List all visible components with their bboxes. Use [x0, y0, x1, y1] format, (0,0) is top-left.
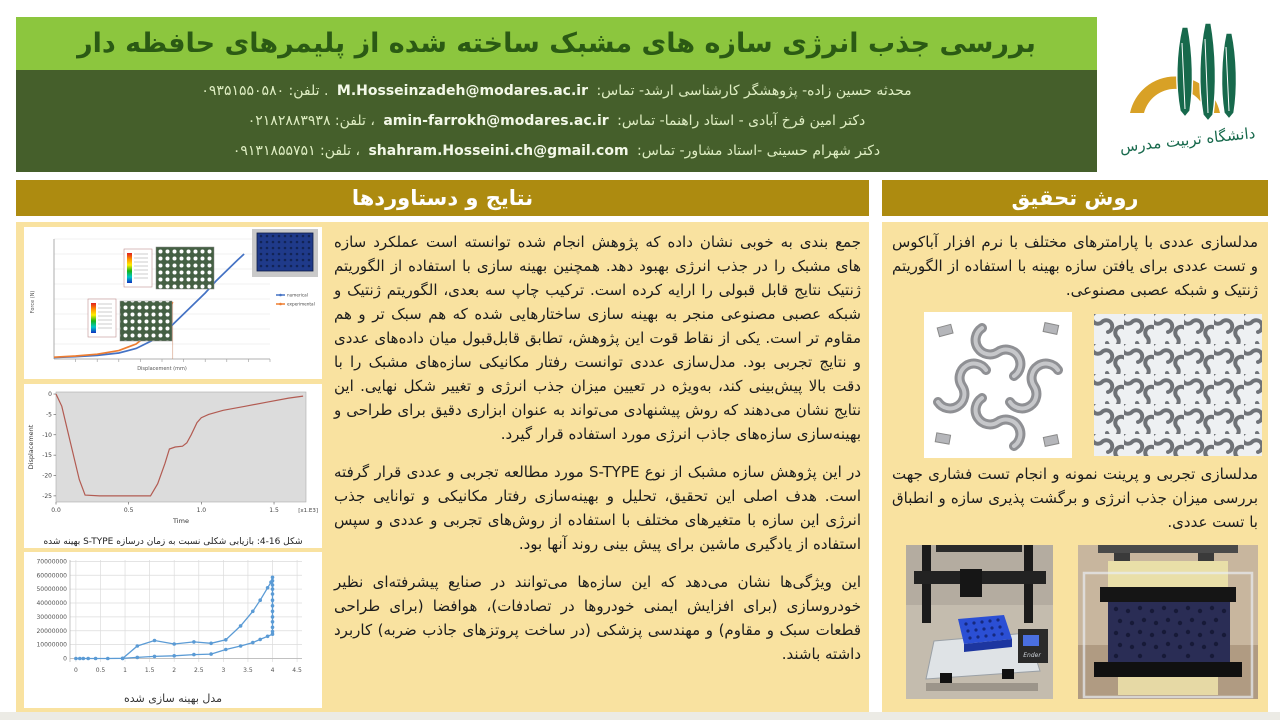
svg-text:1.0: 1.0: [196, 507, 207, 514]
svg-text:Displacement (mm): Displacement (mm): [137, 366, 187, 372]
author-1-phone: . تلفن: ۰۹۳۵۱۵۵۰۵۸۰: [201, 83, 329, 99]
method-heading: روش تحقیق: [1011, 186, 1139, 210]
results-paragraph-3: این ویژگی‌ها نشان می‌دهد که این سازه‌ها می‌توانند در صنایع پیشرفته‌ای نظیر خودروسازی (برای افزایش ایمنی خودروها در تصادفات)، هوافضا (برای طراحی قطعات سبک و مقاوم) و مهندسی پزشکی (در ساخت پروتزهای جاذب ضربه) کاربرد داشته باشند.: [334, 573, 861, 663]
results-paragraph-2: در این پژوهش سازه مشبک از نوع S-TYPE مورد مطالعه تجربی و عددی قرار گرفته است. هدف اصلی این تحقیق، تحلیل و بهینه‌سازی رفتار مکانیکی و توانایی جذب انرژی این سازه با متغیرهای مختلف با استفاده از روش‌های تجربی و عددی و سپس استفاده از یادگیری ماشین برای پیش بینی روند آنها بود.: [334, 463, 861, 553]
printed-sample-photo-inset: [252, 229, 318, 277]
author-line-3: [16, 143, 1097, 159]
svg-text:0: 0: [73, 667, 78, 674]
author-line-2: [16, 113, 1097, 129]
results-heading: نتایج و دستاوردها: [351, 186, 534, 210]
svg-text:-5: -5: [46, 411, 52, 419]
shape-recovery-chart: [24, 384, 322, 530]
lattice-specimen-icon: [1108, 602, 1230, 662]
printer-photo: [906, 545, 1053, 699]
optimization-scatter-chart: [24, 552, 322, 686]
svg-text:1: 1: [123, 667, 127, 674]
svg-text:0.5: 0.5: [123, 507, 134, 514]
results-panel: [16, 222, 869, 712]
author-2-text: دکتر امین فرخ آبادی - استاد راهنما- تماس:: [617, 113, 866, 129]
svg-text:0: 0: [48, 391, 52, 399]
method-paragraph-1-text: مدلسازی عددی با پارامترهای مختلف با نرم افزار آباکوس و تست عددی برای یافتن سازه بهینه با استفاده از الگوریتم ژنتیک و شبکه عصبی مصنوعی.: [892, 233, 1258, 299]
svg-text:20000000: 20000000: [36, 627, 67, 635]
logo-cypress-trees-icon: [1177, 23, 1237, 121]
lattice-unit-cell-image: [924, 312, 1072, 458]
shape-recovery-chart-box: [24, 384, 322, 548]
compression-test-photo: [1078, 545, 1258, 699]
author-2-email: amin-farrokh@modares.ac.ir: [383, 113, 609, 129]
fem-contour-inset-2: [88, 299, 172, 341]
svg-text:0: 0: [63, 655, 67, 663]
author-line-1: [16, 83, 1097, 99]
author-3-phone: ، تلفن: ۰۹۱۳۱۸۵۵۷۵۱: [232, 143, 360, 159]
author-3-email: shahram.Hosseini.ch@gmail.com: [368, 143, 629, 159]
svg-text:50000000: 50000000: [36, 586, 67, 594]
results-paragraph-1: جمع بندی به خوبی نشان داده که پژوهش انجام شده توانسته است عملکرد سازه های مشبک را در جذب انرژی بهبود دهد. همچنین بهینه سازی با استفاده از الگوریتم ژنتیک نتایج قابل قبولی را ارایه کرده است. ترکیب چاپ سه بعدی، الگوریتم ژنتیک و شبکه عصبی مصنوعی منجر به بهینه سازی ساختارهایی شده که هم سبک تر و هم مقاوم تر است. یکی از نقاط قوت این پژوهش، تطابق قابل‌قبول میان داده‌های عددی و نتایج تجربی بود. مدل‌سازی عددی توانست رفتار مکانیکی سازه‌های مشبک را با دقت بالا پیش‌بینی کند، به‌ویژه در تعیین میزان جذب انرژی و تغییر شکل نهایی. این نتایج نشان می‌دهند که روش پیشنهادی می‌تواند به عنوان ابزاری دقیق برای طراحی و بهینه‌سازی سازه‌های جاذب انرژی مورد استفاده قرار گیرد.: [334, 233, 861, 443]
svg-text:experimental: experimental: [287, 301, 315, 307]
method-paragraph-2-text: مدلسازی تجربی و پرینت نمونه و انجام تست فشاری جهت بررسی میزان جذب انرژی و برگشت پذیری سازه و انطباق با تست عددی.: [892, 465, 1258, 531]
method-heading-bar: [882, 180, 1268, 216]
results-text-column: [334, 230, 861, 680]
svg-text:0.5: 0.5: [95, 667, 106, 674]
svg-text:Force (N): Force (N): [30, 290, 36, 314]
svg-text:70000000: 70000000: [36, 558, 67, 566]
svg-text:4.5: 4.5: [292, 667, 302, 674]
abaqus-colorbar-icon: [127, 253, 132, 283]
printer-brand-label: Ender: [1023, 652, 1041, 659]
bottom-platen-icon: [1094, 662, 1242, 677]
foam-block-bottom-icon: [1118, 677, 1218, 695]
svg-text:Time: Time: [173, 517, 189, 525]
column-divider: [869, 180, 882, 712]
results-heading-bar: [16, 180, 869, 216]
author-2-phone: ، تلفن: ۰۲۱۸۲۸۸۳۹۳۸: [247, 113, 375, 129]
svg-text:2: 2: [172, 667, 177, 674]
poster-title: بررسی جذب انرژی سازه های مشبک ساخته شده از پلیمرهای حافظه دار: [77, 28, 1036, 59]
abaqus-colorbar-icon: [91, 303, 96, 333]
poster-title-bar: [16, 17, 1097, 70]
method-panel: [882, 222, 1268, 712]
figure-caption: شکل 16-4: بازیابی شکلی نسبت به زمان درسازه S-TYPE بهینه شده: [43, 537, 303, 547]
svg-text:40000000: 40000000: [36, 600, 67, 608]
svg-text:-20: -20: [42, 472, 52, 480]
lattice-array-image: [1094, 314, 1262, 456]
university-logo-panel: [1097, 0, 1280, 177]
svg-text:1.5: 1.5: [269, 507, 279, 514]
author-1-email: M.Hosseinzadeh@modares.ac.ir: [336, 83, 588, 99]
method-paragraph-2: [892, 462, 1258, 548]
svg-text:4: 4: [270, 667, 275, 674]
svg-text:1.5: 1.5: [144, 667, 155, 674]
svg-text:0.0: 0.0: [51, 507, 61, 514]
force-displacement-chart: [24, 227, 322, 379]
authors-bar: [16, 70, 1097, 172]
method-paragraph-1: [892, 230, 1258, 316]
svg-text:-10: -10: [42, 431, 52, 439]
printed-lattice-block-icon: [958, 615, 1012, 652]
svg-text:numerical: numerical: [287, 292, 308, 298]
svg-text:60000000: 60000000: [36, 572, 67, 580]
author-1-text: محدثه حسین زاده- پژوهشگر کارشناسی ارشد- تماس:: [596, 83, 912, 99]
fem-contour-inset-1: [124, 247, 214, 289]
force-displacement-chart-box: [24, 227, 322, 379]
author-3-text: دکتر شهرام حسینی -استاد مشاور- تماس:: [637, 143, 881, 159]
svg-text:Displacement: Displacement: [27, 424, 35, 470]
svg-text:-25: -25: [42, 492, 52, 500]
top-platen-icon: [1100, 587, 1236, 602]
bottom-strip: [0, 712, 1280, 720]
svg-text:2.5: 2.5: [194, 667, 204, 674]
svg-text:10000000: 10000000: [36, 641, 67, 649]
university-logo: [1116, 13, 1261, 165]
svg-text:3.5: 3.5: [243, 667, 253, 674]
optimization-chart-box: [24, 552, 322, 708]
svg-text:-15: -15: [42, 452, 52, 460]
svg-text:30000000: 30000000: [36, 613, 67, 621]
optimization-chart-xlabel: مدل بهینه سازی شده: [123, 692, 223, 705]
logo-university-name: دانشگاه تربیت مدرس: [1118, 123, 1257, 156]
svg-text:3: 3: [221, 667, 226, 674]
svg-text:[x1.E3]: [x1.E3]: [298, 508, 318, 514]
